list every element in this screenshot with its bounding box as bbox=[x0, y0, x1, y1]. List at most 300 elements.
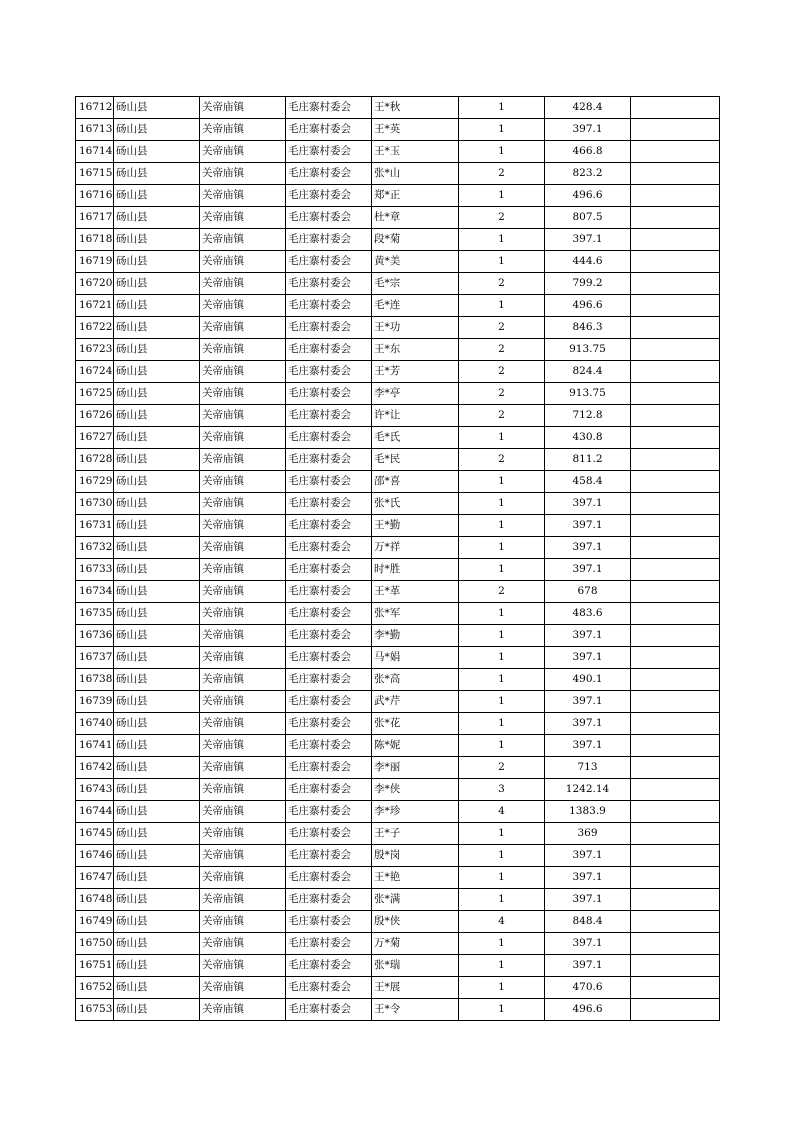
town-cell: 关帝庙镇 bbox=[200, 625, 286, 647]
town-cell: 关帝庙镇 bbox=[200, 713, 286, 735]
county-cell: 砀山县 bbox=[114, 185, 200, 207]
household-count-cell: 1 bbox=[459, 97, 545, 119]
amount-cell: 846.3 bbox=[545, 317, 631, 339]
name-cell: 李*侠 bbox=[372, 779, 459, 801]
remark-cell bbox=[631, 427, 720, 449]
household-count-cell: 1 bbox=[459, 669, 545, 691]
county-cell: 砀山县 bbox=[114, 911, 200, 933]
town-cell: 关帝庙镇 bbox=[200, 933, 286, 955]
town-cell: 关帝庙镇 bbox=[200, 955, 286, 977]
table-row bbox=[76, 867, 720, 889]
household-count-cell: 2 bbox=[459, 273, 545, 295]
village-cell: 毛庄寨村委会 bbox=[286, 801, 372, 823]
amount-cell: 397.1 bbox=[545, 229, 631, 251]
table-row bbox=[76, 999, 720, 1021]
county-cell: 砀山县 bbox=[114, 933, 200, 955]
name-cell: 王*功 bbox=[372, 317, 459, 339]
amount-cell: 496.6 bbox=[545, 185, 631, 207]
amount-cell: 913.75 bbox=[545, 339, 631, 361]
village-cell: 毛庄寨村委会 bbox=[286, 603, 372, 625]
remark-cell bbox=[631, 163, 720, 185]
name-cell: 张*高 bbox=[372, 669, 459, 691]
amount-cell: 397.1 bbox=[545, 713, 631, 735]
table-row bbox=[76, 361, 720, 383]
county-cell: 砀山县 bbox=[114, 647, 200, 669]
remark-cell bbox=[631, 801, 720, 823]
village-cell: 毛庄寨村委会 bbox=[286, 735, 372, 757]
row-number-cell: 16721 bbox=[76, 295, 114, 317]
remark-cell bbox=[631, 493, 720, 515]
table-row bbox=[76, 559, 720, 581]
county-cell: 砀山县 bbox=[114, 537, 200, 559]
county-cell: 砀山县 bbox=[114, 317, 200, 339]
name-cell: 陈*妮 bbox=[372, 735, 459, 757]
name-cell: 王*玉 bbox=[372, 141, 459, 163]
household-count-cell: 1 bbox=[459, 933, 545, 955]
village-cell: 毛庄寨村委会 bbox=[286, 207, 372, 229]
amount-cell: 397.1 bbox=[545, 647, 631, 669]
town-cell: 关帝庙镇 bbox=[200, 427, 286, 449]
village-cell: 毛庄寨村委会 bbox=[286, 999, 372, 1021]
remark-cell bbox=[631, 207, 720, 229]
village-cell: 毛庄寨村委会 bbox=[286, 977, 372, 999]
household-count-cell: 2 bbox=[459, 405, 545, 427]
village-cell: 毛庄寨村委会 bbox=[286, 273, 372, 295]
remark-cell bbox=[631, 625, 720, 647]
table-row bbox=[76, 801, 720, 823]
table-row bbox=[76, 625, 720, 647]
row-number-cell: 16730 bbox=[76, 493, 114, 515]
remark-cell bbox=[631, 735, 720, 757]
amount-cell: 397.1 bbox=[545, 515, 631, 537]
county-cell: 砀山县 bbox=[114, 801, 200, 823]
town-cell: 关帝庙镇 bbox=[200, 471, 286, 493]
row-number-cell: 16735 bbox=[76, 603, 114, 625]
household-count-cell: 1 bbox=[459, 845, 545, 867]
row-number-cell: 16718 bbox=[76, 229, 114, 251]
amount-cell: 397.1 bbox=[545, 955, 631, 977]
remark-cell bbox=[631, 537, 720, 559]
table-row bbox=[76, 647, 720, 669]
household-count-cell: 1 bbox=[459, 823, 545, 845]
name-cell: 毛*宗 bbox=[372, 273, 459, 295]
remark-cell bbox=[631, 845, 720, 867]
village-cell: 毛庄寨村委会 bbox=[286, 691, 372, 713]
name-cell: 王*勤 bbox=[372, 515, 459, 537]
row-number-cell: 16712 bbox=[76, 97, 114, 119]
name-cell: 万*祥 bbox=[372, 537, 459, 559]
household-count-cell: 1 bbox=[459, 427, 545, 449]
row-number-cell: 16720 bbox=[76, 273, 114, 295]
row-number-cell: 16719 bbox=[76, 251, 114, 273]
amount-cell: 466.8 bbox=[545, 141, 631, 163]
county-cell: 砀山县 bbox=[114, 999, 200, 1021]
household-count-cell: 1 bbox=[459, 977, 545, 999]
town-cell: 关帝庙镇 bbox=[200, 185, 286, 207]
village-cell: 毛庄寨村委会 bbox=[286, 383, 372, 405]
village-cell: 毛庄寨村委会 bbox=[286, 779, 372, 801]
town-cell: 关帝庙镇 bbox=[200, 801, 286, 823]
amount-cell: 397.1 bbox=[545, 933, 631, 955]
town-cell: 关帝庙镇 bbox=[200, 119, 286, 141]
county-cell: 砀山县 bbox=[114, 405, 200, 427]
county-cell: 砀山县 bbox=[114, 229, 200, 251]
county-cell: 砀山县 bbox=[114, 691, 200, 713]
town-cell: 关帝庙镇 bbox=[200, 735, 286, 757]
county-cell: 砀山县 bbox=[114, 867, 200, 889]
county-cell: 砀山县 bbox=[114, 383, 200, 405]
amount-cell: 397.1 bbox=[545, 889, 631, 911]
village-cell: 毛庄寨村委会 bbox=[286, 933, 372, 955]
row-number-cell: 16744 bbox=[76, 801, 114, 823]
village-cell: 毛庄寨村委会 bbox=[286, 911, 372, 933]
table-row bbox=[76, 735, 720, 757]
household-count-cell: 4 bbox=[459, 801, 545, 823]
county-cell: 砀山县 bbox=[114, 273, 200, 295]
town-cell: 关帝庙镇 bbox=[200, 317, 286, 339]
name-cell: 李*勤 bbox=[372, 625, 459, 647]
name-cell: 殷*岗 bbox=[372, 845, 459, 867]
row-number-cell: 16728 bbox=[76, 449, 114, 471]
household-count-cell: 2 bbox=[459, 317, 545, 339]
village-cell: 毛庄寨村委会 bbox=[286, 185, 372, 207]
village-cell: 毛庄寨村委会 bbox=[286, 449, 372, 471]
row-number-cell: 16731 bbox=[76, 515, 114, 537]
town-cell: 关帝庙镇 bbox=[200, 97, 286, 119]
table-row bbox=[76, 537, 720, 559]
village-cell: 毛庄寨村委会 bbox=[286, 361, 372, 383]
town-cell: 关帝庙镇 bbox=[200, 889, 286, 911]
household-count-cell: 2 bbox=[459, 163, 545, 185]
row-number-cell: 16716 bbox=[76, 185, 114, 207]
table-row bbox=[76, 449, 720, 471]
row-number-cell: 16737 bbox=[76, 647, 114, 669]
row-number-cell: 16727 bbox=[76, 427, 114, 449]
town-cell: 关帝庙镇 bbox=[200, 911, 286, 933]
village-cell: 毛庄寨村委会 bbox=[286, 757, 372, 779]
county-cell: 砀山县 bbox=[114, 251, 200, 273]
county-cell: 砀山县 bbox=[114, 603, 200, 625]
household-count-cell: 1 bbox=[459, 537, 545, 559]
town-cell: 关帝庙镇 bbox=[200, 537, 286, 559]
household-count-cell: 1 bbox=[459, 559, 545, 581]
amount-cell: 848.4 bbox=[545, 911, 631, 933]
table-row bbox=[76, 273, 720, 295]
amount-cell: 824.4 bbox=[545, 361, 631, 383]
row-number-cell: 16741 bbox=[76, 735, 114, 757]
amount-cell: 428.4 bbox=[545, 97, 631, 119]
table-row bbox=[76, 207, 720, 229]
household-count-cell: 1 bbox=[459, 735, 545, 757]
name-cell: 王*艳 bbox=[372, 867, 459, 889]
town-cell: 关帝庙镇 bbox=[200, 779, 286, 801]
name-cell: 李*珍 bbox=[372, 801, 459, 823]
amount-cell: 799.2 bbox=[545, 273, 631, 295]
household-count-cell: 1 bbox=[459, 647, 545, 669]
remark-cell bbox=[631, 647, 720, 669]
table-row bbox=[76, 251, 720, 273]
village-cell: 毛庄寨村委会 bbox=[286, 537, 372, 559]
name-cell: 毛*连 bbox=[372, 295, 459, 317]
row-number-cell: 16748 bbox=[76, 889, 114, 911]
household-count-cell: 1 bbox=[459, 493, 545, 515]
household-count-cell: 1 bbox=[459, 185, 545, 207]
household-count-cell: 1 bbox=[459, 119, 545, 141]
household-count-cell: 2 bbox=[459, 339, 545, 361]
town-cell: 关帝庙镇 bbox=[200, 449, 286, 471]
name-cell: 张*氏 bbox=[372, 493, 459, 515]
remark-cell bbox=[631, 955, 720, 977]
village-cell: 毛庄寨村委会 bbox=[286, 97, 372, 119]
amount-cell: 496.6 bbox=[545, 295, 631, 317]
remark-cell bbox=[631, 383, 720, 405]
amount-cell: 397.1 bbox=[545, 625, 631, 647]
village-cell: 毛庄寨村委会 bbox=[286, 295, 372, 317]
remark-cell bbox=[631, 889, 720, 911]
town-cell: 关帝庙镇 bbox=[200, 163, 286, 185]
village-cell: 毛庄寨村委会 bbox=[286, 867, 372, 889]
table-row bbox=[76, 889, 720, 911]
county-cell: 砀山县 bbox=[114, 515, 200, 537]
name-cell: 李*亭 bbox=[372, 383, 459, 405]
household-count-cell: 2 bbox=[459, 207, 545, 229]
name-cell: 王*子 bbox=[372, 823, 459, 845]
household-count-cell: 1 bbox=[459, 471, 545, 493]
row-number-cell: 16726 bbox=[76, 405, 114, 427]
table-row bbox=[76, 911, 720, 933]
village-cell: 毛庄寨村委会 bbox=[286, 845, 372, 867]
table-row bbox=[76, 229, 720, 251]
name-cell: 王*令 bbox=[372, 999, 459, 1021]
table-row bbox=[76, 405, 720, 427]
table-row bbox=[76, 933, 720, 955]
household-count-cell: 1 bbox=[459, 251, 545, 273]
amount-cell: 913.75 bbox=[545, 383, 631, 405]
remark-cell bbox=[631, 823, 720, 845]
amount-cell: 397.1 bbox=[545, 119, 631, 141]
amount-cell: 397.1 bbox=[545, 867, 631, 889]
row-number-cell: 16750 bbox=[76, 933, 114, 955]
household-count-cell: 1 bbox=[459, 141, 545, 163]
village-cell: 毛庄寨村委会 bbox=[286, 251, 372, 273]
household-count-cell: 2 bbox=[459, 449, 545, 471]
household-count-cell: 1 bbox=[459, 229, 545, 251]
remark-cell bbox=[631, 603, 720, 625]
name-cell: 王*秋 bbox=[372, 97, 459, 119]
table-body bbox=[76, 97, 720, 1021]
row-number-cell: 16738 bbox=[76, 669, 114, 691]
remark-cell bbox=[631, 339, 720, 361]
amount-cell: 490.1 bbox=[545, 669, 631, 691]
town-cell: 关帝庙镇 bbox=[200, 273, 286, 295]
household-count-cell: 1 bbox=[459, 867, 545, 889]
county-cell: 砀山县 bbox=[114, 625, 200, 647]
table-row bbox=[76, 691, 720, 713]
row-number-cell: 16739 bbox=[76, 691, 114, 713]
village-cell: 毛庄寨村委会 bbox=[286, 405, 372, 427]
county-cell: 砀山县 bbox=[114, 735, 200, 757]
row-number-cell: 16749 bbox=[76, 911, 114, 933]
household-count-cell: 1 bbox=[459, 515, 545, 537]
row-number-cell: 16722 bbox=[76, 317, 114, 339]
town-cell: 关帝庙镇 bbox=[200, 603, 286, 625]
name-cell: 殷*侠 bbox=[372, 911, 459, 933]
name-cell: 王*芳 bbox=[372, 361, 459, 383]
row-number-cell: 16725 bbox=[76, 383, 114, 405]
amount-cell: 713 bbox=[545, 757, 631, 779]
table-row bbox=[76, 493, 720, 515]
table-row bbox=[76, 955, 720, 977]
name-cell: 黄*美 bbox=[372, 251, 459, 273]
table-row bbox=[76, 713, 720, 735]
household-count-cell: 4 bbox=[459, 911, 545, 933]
name-cell: 张*山 bbox=[372, 163, 459, 185]
amount-cell: 470.6 bbox=[545, 977, 631, 999]
remark-cell bbox=[631, 273, 720, 295]
household-count-cell: 1 bbox=[459, 999, 545, 1021]
household-count-cell: 1 bbox=[459, 603, 545, 625]
remark-cell bbox=[631, 471, 720, 493]
county-cell: 砀山县 bbox=[114, 207, 200, 229]
remark-cell bbox=[631, 581, 720, 603]
town-cell: 关帝庙镇 bbox=[200, 845, 286, 867]
name-cell: 王*革 bbox=[372, 581, 459, 603]
remark-cell bbox=[631, 713, 720, 735]
amount-cell: 823.2 bbox=[545, 163, 631, 185]
table-row bbox=[76, 141, 720, 163]
town-cell: 关帝庙镇 bbox=[200, 757, 286, 779]
town-cell: 关帝庙镇 bbox=[200, 383, 286, 405]
amount-cell: 397.1 bbox=[545, 845, 631, 867]
county-cell: 砀山县 bbox=[114, 889, 200, 911]
amount-cell: 397.1 bbox=[545, 559, 631, 581]
row-number-cell: 16732 bbox=[76, 537, 114, 559]
table-row bbox=[76, 757, 720, 779]
village-cell: 毛庄寨村委会 bbox=[286, 493, 372, 515]
town-cell: 关帝庙镇 bbox=[200, 581, 286, 603]
table-row bbox=[76, 339, 720, 361]
row-number-cell: 16717 bbox=[76, 207, 114, 229]
amount-cell: 444.6 bbox=[545, 251, 631, 273]
remark-cell bbox=[631, 405, 720, 427]
county-cell: 砀山县 bbox=[114, 823, 200, 845]
county-cell: 砀山县 bbox=[114, 559, 200, 581]
village-cell: 毛庄寨村委会 bbox=[286, 471, 372, 493]
table-row bbox=[76, 603, 720, 625]
county-cell: 砀山县 bbox=[114, 339, 200, 361]
row-number-cell: 16747 bbox=[76, 867, 114, 889]
remark-cell bbox=[631, 559, 720, 581]
county-cell: 砀山县 bbox=[114, 97, 200, 119]
town-cell: 关帝庙镇 bbox=[200, 999, 286, 1021]
village-cell: 毛庄寨村委会 bbox=[286, 141, 372, 163]
county-cell: 砀山县 bbox=[114, 427, 200, 449]
row-number-cell: 16743 bbox=[76, 779, 114, 801]
town-cell: 关帝庙镇 bbox=[200, 515, 286, 537]
table-row bbox=[76, 779, 720, 801]
village-cell: 毛庄寨村委会 bbox=[286, 669, 372, 691]
village-cell: 毛庄寨村委会 bbox=[286, 625, 372, 647]
remark-cell bbox=[631, 97, 720, 119]
town-cell: 关帝庙镇 bbox=[200, 669, 286, 691]
name-cell: 李*丽 bbox=[372, 757, 459, 779]
row-number-cell: 16753 bbox=[76, 999, 114, 1021]
town-cell: 关帝庙镇 bbox=[200, 823, 286, 845]
name-cell: 邵*喜 bbox=[372, 471, 459, 493]
remark-cell bbox=[631, 779, 720, 801]
remark-cell bbox=[631, 757, 720, 779]
row-number-cell: 16713 bbox=[76, 119, 114, 141]
town-cell: 关帝庙镇 bbox=[200, 977, 286, 999]
table-row bbox=[76, 185, 720, 207]
row-number-cell: 16723 bbox=[76, 339, 114, 361]
household-count-cell: 2 bbox=[459, 361, 545, 383]
town-cell: 关帝庙镇 bbox=[200, 405, 286, 427]
row-number-cell: 16729 bbox=[76, 471, 114, 493]
town-cell: 关帝庙镇 bbox=[200, 691, 286, 713]
amount-cell: 397.1 bbox=[545, 493, 631, 515]
amount-cell: 712.8 bbox=[545, 405, 631, 427]
village-cell: 毛庄寨村委会 bbox=[286, 889, 372, 911]
town-cell: 关帝庙镇 bbox=[200, 295, 286, 317]
name-cell: 段*菊 bbox=[372, 229, 459, 251]
table-row bbox=[76, 845, 720, 867]
table-row bbox=[76, 823, 720, 845]
table-row bbox=[76, 515, 720, 537]
remark-cell bbox=[631, 119, 720, 141]
amount-cell: 458.4 bbox=[545, 471, 631, 493]
row-number-cell: 16742 bbox=[76, 757, 114, 779]
remark-cell bbox=[631, 977, 720, 999]
row-number-cell: 16733 bbox=[76, 559, 114, 581]
table-row bbox=[76, 427, 720, 449]
name-cell: 王*展 bbox=[372, 977, 459, 999]
household-count-cell: 1 bbox=[459, 295, 545, 317]
amount-cell: 811.2 bbox=[545, 449, 631, 471]
name-cell: 王*英 bbox=[372, 119, 459, 141]
remark-cell bbox=[631, 229, 720, 251]
remark-cell bbox=[631, 999, 720, 1021]
remark-cell bbox=[631, 251, 720, 273]
household-count-cell: 1 bbox=[459, 691, 545, 713]
row-number-cell: 16724 bbox=[76, 361, 114, 383]
county-cell: 砀山县 bbox=[114, 845, 200, 867]
name-cell: 许*让 bbox=[372, 405, 459, 427]
county-cell: 砀山县 bbox=[114, 713, 200, 735]
row-number-cell: 16736 bbox=[76, 625, 114, 647]
village-cell: 毛庄寨村委会 bbox=[286, 955, 372, 977]
name-cell: 张*军 bbox=[372, 603, 459, 625]
name-cell: 张*瑞 bbox=[372, 955, 459, 977]
town-cell: 关帝庙镇 bbox=[200, 141, 286, 163]
county-cell: 砀山县 bbox=[114, 955, 200, 977]
amount-cell: 397.1 bbox=[545, 691, 631, 713]
name-cell: 张*花 bbox=[372, 713, 459, 735]
town-cell: 关帝庙镇 bbox=[200, 559, 286, 581]
amount-cell: 397.1 bbox=[545, 735, 631, 757]
row-number-cell: 16740 bbox=[76, 713, 114, 735]
row-number-cell: 16752 bbox=[76, 977, 114, 999]
remark-cell bbox=[631, 295, 720, 317]
remark-cell bbox=[631, 867, 720, 889]
town-cell: 关帝庙镇 bbox=[200, 647, 286, 669]
county-cell: 砀山县 bbox=[114, 295, 200, 317]
data-table bbox=[75, 96, 720, 1021]
remark-cell bbox=[631, 669, 720, 691]
remark-cell bbox=[631, 185, 720, 207]
county-cell: 砀山县 bbox=[114, 779, 200, 801]
village-cell: 毛庄寨村委会 bbox=[286, 559, 372, 581]
